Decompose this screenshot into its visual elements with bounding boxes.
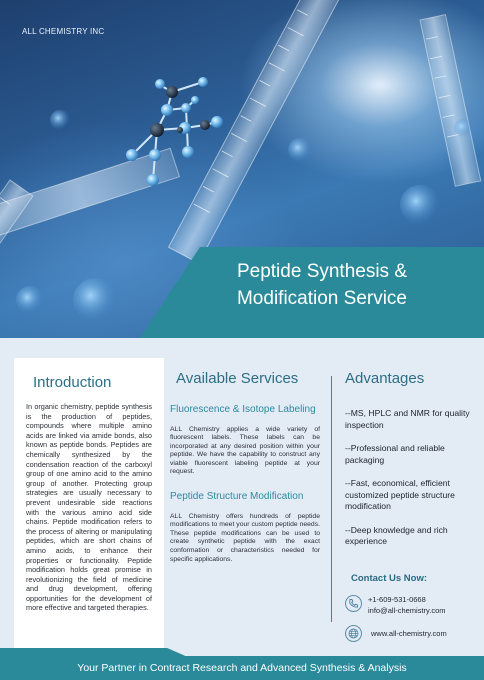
contact-heading: Contact Us Now: <box>351 573 427 584</box>
column-divider <box>331 376 332 622</box>
footer-tagline: Your Partner in Contract Research and Advanced Synthesis & Analysis <box>77 662 407 674</box>
advantages-heading: Advantages <box>345 370 425 387</box>
introduction-panel <box>14 358 164 650</box>
advantage-item: --Deep knowledge and rich experience <box>345 524 448 546</box>
service-text-labeling: ALL Chemistry applies a wide variety of fluorescent labels. These labels can be incorporated at any desired position within your peptide. We have the capability to construct any viable fluorescent labeling peptide at your request. <box>170 425 320 476</box>
service-text-modification: ALL Chemistry offers hundreds of peptide modifications to meet your custom peptide needs. These peptide modifications can be used to create synthetic peptide with the exact conformation or characteristics needed for specific applications. <box>170 512 320 563</box>
hero-image <box>0 0 484 338</box>
contact-phone[interactable]: +1-609-531-0668 <box>368 595 426 604</box>
advantage-item: --MS, HPLC and NMR for quality inspection <box>345 408 470 430</box>
contact-website[interactable]: www.all-chemistry.com <box>371 629 447 638</box>
services-column <box>170 370 320 564</box>
services-heading: Available Services <box>176 370 299 387</box>
brand-name: ALL CHEMISTRY INC <box>22 27 105 36</box>
phone-email-icon <box>345 595 362 612</box>
content-area <box>0 338 484 656</box>
introduction-text: In organic chemistry, peptide synthesis is the production of peptides, compounds where multiple amino acids are linked via amide bonds, also known as peptide bonds. Peptides are chemically synthesized by the condensation reaction of the carboxyl group of one amino acid to the amino group of another. Protecting group strategies are usually necessary to prevent undesirable side reactions with the various amino acid side chains. Peptide modification refers to the process of altering or manipulating peptides, which are short chains of amino acids, to enhance their properties or functionality. Peptide modification holds great promise in revolutionizing the field of medicine and drug development, offering opportunities for the development of more effective and targeted therapies. <box>26 402 152 613</box>
service-heading-modification: Peptide Structure Modification <box>170 491 304 503</box>
footer-bar <box>0 656 484 680</box>
service-heading-labeling: Fluorescence & Isotope Labeling <box>170 404 316 415</box>
introduction-heading: Introduction <box>33 374 112 391</box>
title-line-1: Peptide Synthesis & <box>236 261 408 282</box>
title-line-2: Modification Service <box>236 288 408 309</box>
globe-icon <box>345 625 362 642</box>
advantage-item: --Fast, economical, efficient customized peptide structure modification <box>345 478 455 511</box>
advantage-item: --Professional and reliable packaging <box>345 443 445 465</box>
page-title <box>202 258 442 312</box>
contact-email[interactable]: info@all-chemistry.com <box>368 606 446 615</box>
advantages-column <box>345 370 475 548</box>
